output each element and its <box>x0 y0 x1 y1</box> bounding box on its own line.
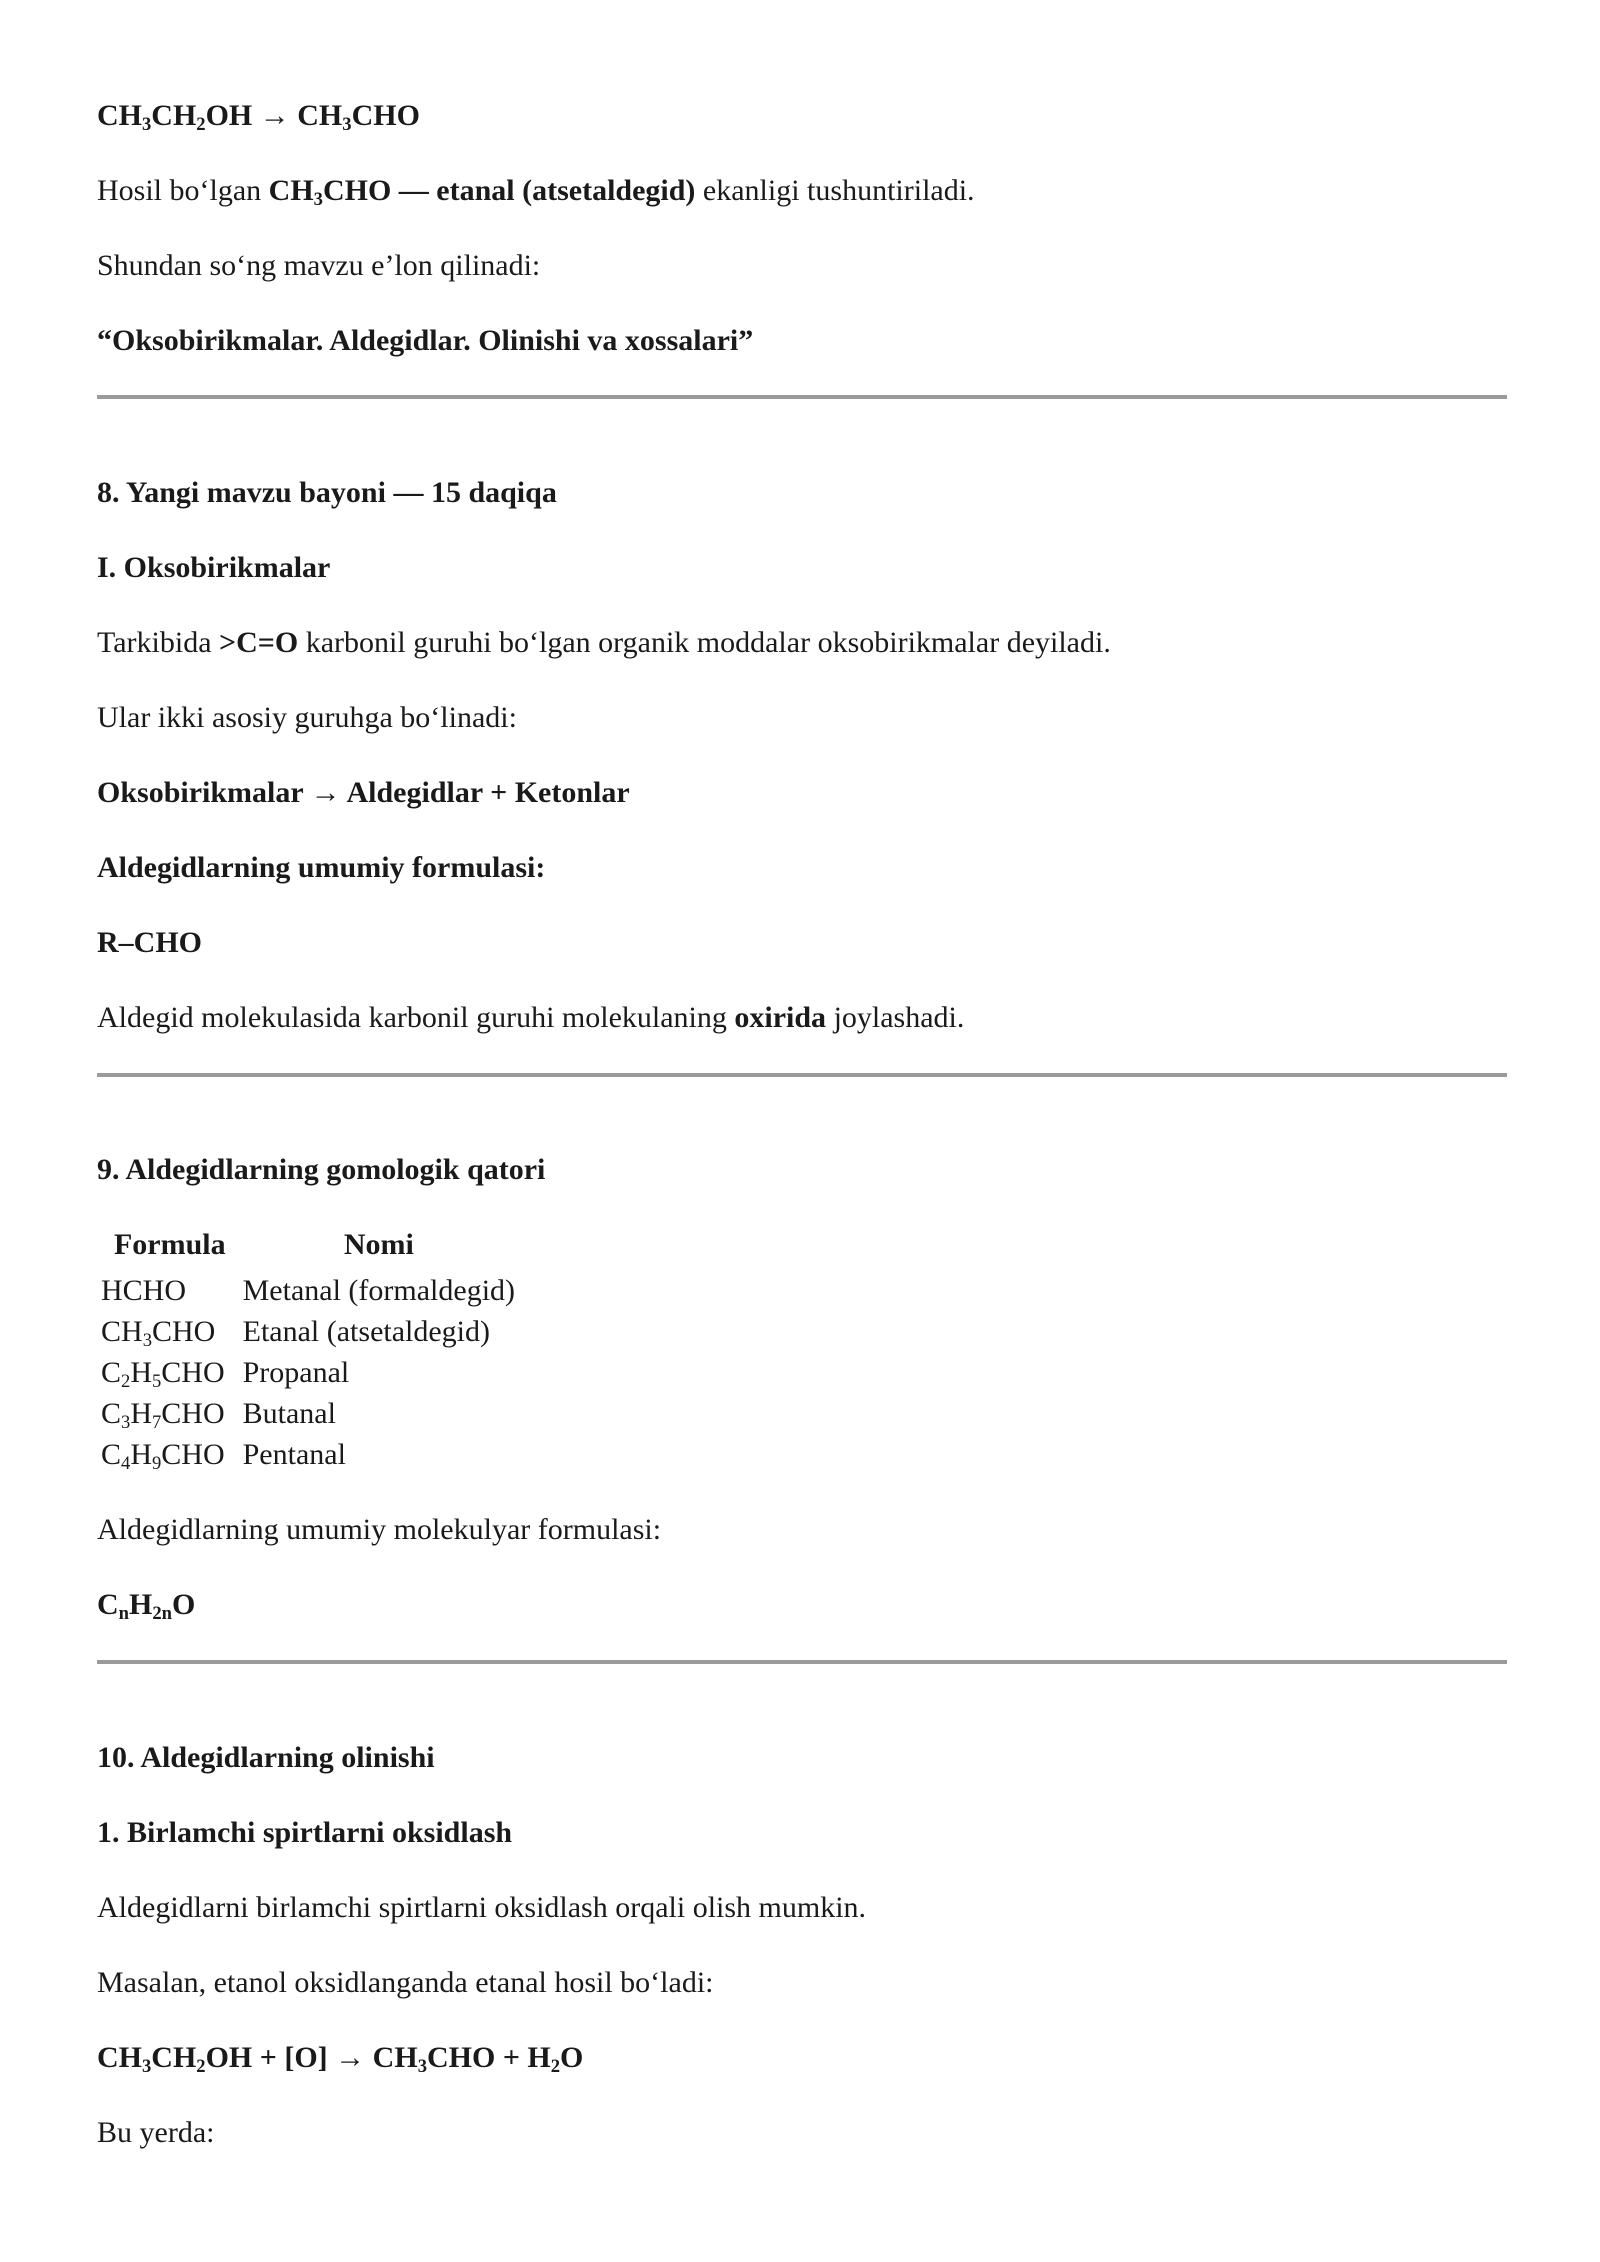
formula-cell: $C_4H_9CHO$ <box>101 1437 225 1475</box>
formula-cell: $C_3H_7CHO$ <box>101 1396 225 1433</box>
formula-cell: HCHO <box>101 1273 187 1307</box>
table-row <box>99 1352 517 1393</box>
aldegid-molecule-paragraph: Aldegid molekulasida karbonil guruhi molekulaning oxirida joylashadi. <box>97 1001 965 1034</box>
name-cell: Etanal (atsetaldegid) <box>242 1314 491 1348</box>
divider-1 <box>97 395 1507 399</box>
name-cell: Pentanal <box>242 1437 346 1471</box>
topic-title: “Oksobirikmalar. Aldegidlar. Olinishi va xossalari” <box>97 324 754 357</box>
name-cell: Metanal (formaldegid) <box>242 1273 516 1307</box>
table-row <box>99 1311 517 1352</box>
table-row <box>99 1434 517 1475</box>
column-header-formula: Formula <box>113 1228 226 1261</box>
section-10-heading: 10. Aldegidlarning olinishi <box>97 1741 435 1774</box>
general-formula-label: Aldegidlarning umumiy formulasi: <box>97 851 546 884</box>
table-row <box>99 1270 517 1311</box>
section-10-subheading: 1. Birlamchi spirtlarni oksidlash <box>97 1816 513 1849</box>
rcho-formula: R–CHO <box>97 926 202 959</box>
hosil-paragraph: Hosil bo‘lgan $CH_3CHO$ — etanal (atsetaldegid) ekanligi tushuntiriladi. <box>97 174 975 211</box>
section-8-heading: 8. Yangi mavzu bayoni — 15 daqiqa <box>97 476 557 509</box>
formula-cell: $CH_3CHO$ <box>101 1314 216 1351</box>
name-cell: Propanal <box>242 1355 350 1389</box>
ular-paragraph: Ular ikki asosiy guruhga bo‘linadi: <box>97 701 517 734</box>
section-9-heading: 9. Aldegidlarning gomologik qatori <box>97 1153 546 1186</box>
name-cell: Butanal <box>242 1396 336 1430</box>
classification-line: Oksobirikmalar → Aldegidlar + Ketonlar <box>97 776 630 809</box>
divider-3 <box>97 1660 1507 1664</box>
table-row <box>99 1393 517 1434</box>
bu-yerda-paragraph: Bu yerda: <box>97 2116 215 2149</box>
masalan-paragraph: Masalan, etanol oksidlanganda etanal hosil bo‘ladi: <box>97 1966 714 1999</box>
equation-ethanol-to-ethanal: $CH_3CH_2OH \to CH_3CHO$ <box>97 99 420 136</box>
tarkibida-paragraph: Tarkibida >C=O karbonil guruhi bo‘lgan organik moddalar oksobirikmalar deyiladi. <box>97 626 1111 659</box>
oxidation-equation: $CH_3CH_2OH + [O] \to CH_3CHO + H_2O$ <box>97 2041 584 2078</box>
section-8-subheading: I. Oksobirikmalar <box>97 551 331 584</box>
shundan-paragraph: Shundan so‘ng mavzu e’lon qilinadi: <box>97 249 541 282</box>
formula-cell: $C_2H_5CHO$ <box>101 1355 225 1392</box>
divider-2 <box>97 1073 1507 1077</box>
cnh2no-formula: $C_nH_{2n}O$ <box>97 1588 196 1625</box>
olish-paragraph: Aldegidlarni birlamchi spirtlarni oksidlash orqali olish mumkin. <box>97 1891 867 1924</box>
column-header-name: Nomi <box>343 1228 414 1261</box>
molecular-formula-label: Aldegidlarning umumiy molekulyar formulasi: <box>97 1513 662 1546</box>
table-header-row <box>99 1225 517 1270</box>
homologous-series-table <box>99 1225 517 1475</box>
